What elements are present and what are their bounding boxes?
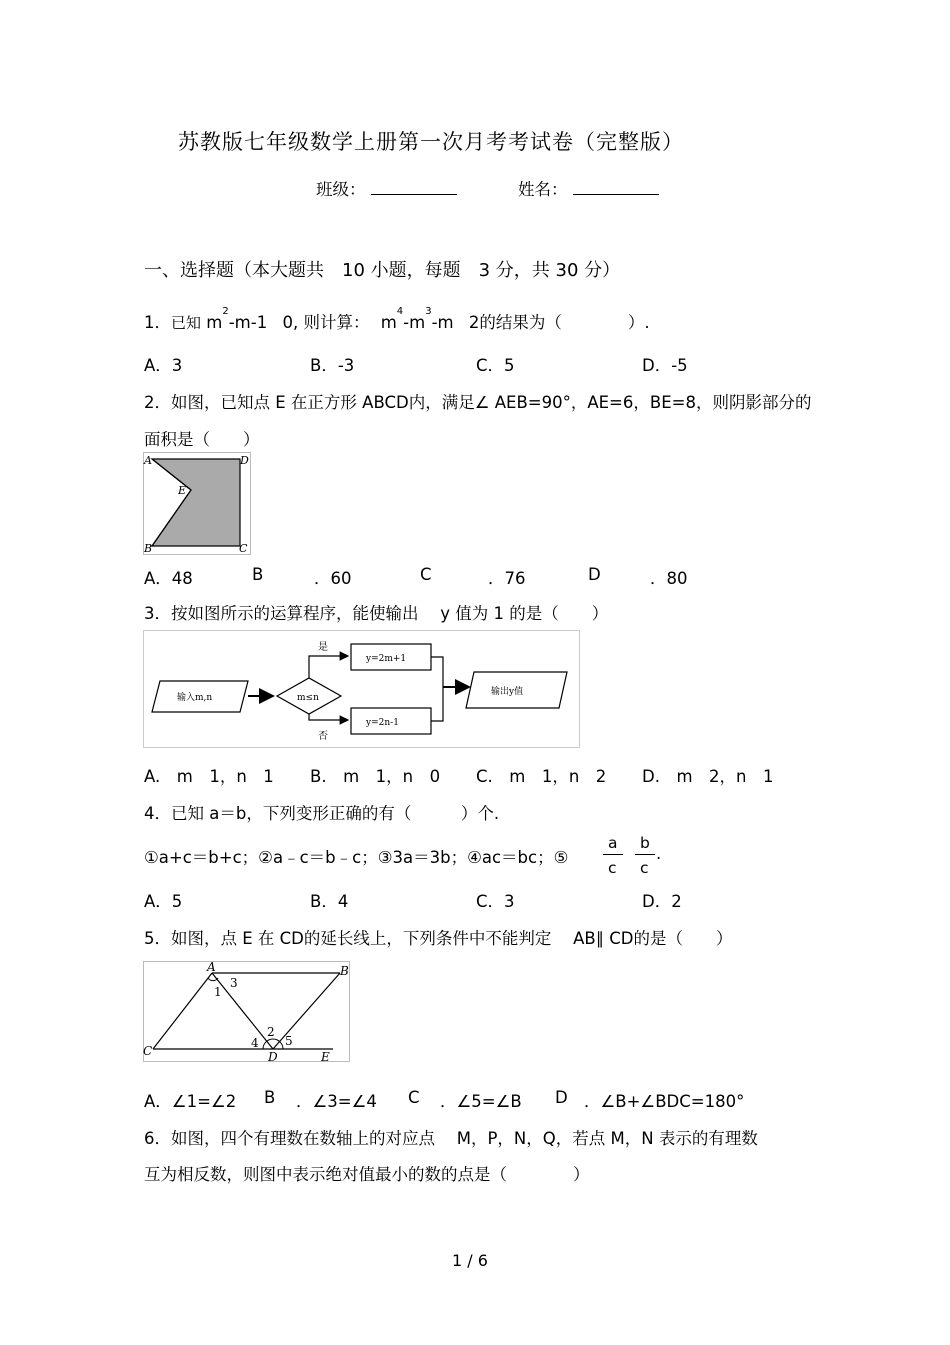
flow-output-text: 输出y值 <box>491 687 524 697</box>
q5-label-e: E <box>321 1050 330 1062</box>
q2-option-c-value: ．76 <box>488 569 526 588</box>
q2-option-b-letter[interactable]: B <box>252 565 264 584</box>
q5-option-b-letter[interactable]: B <box>264 1088 276 1107</box>
class-field <box>316 176 457 200</box>
q1-number: 1． <box>144 313 171 332</box>
q2-option-c-letter[interactable]: C <box>420 565 432 584</box>
q1-var-m2: m <box>380 313 397 332</box>
q3-flowchart <box>143 630 580 748</box>
q1-var-m: m <box>206 313 223 332</box>
q1-exp-3: 3 <box>425 306 432 317</box>
flow-top-text: y=2m+1 <box>366 654 407 664</box>
q2-label-e: E <box>178 484 187 497</box>
q2-label-d: D <box>240 454 249 467</box>
q5-option-d-letter[interactable]: D <box>555 1088 568 1107</box>
q1-option-c[interactable]: C．5 <box>476 356 515 375</box>
name-blank[interactable] <box>573 178 659 195</box>
name-field <box>518 176 659 200</box>
q1-text-5: -m <box>431 313 454 332</box>
q5-label-5: 5 <box>285 1034 293 1048</box>
q5-label-a: A <box>207 961 216 974</box>
flow-yes: 是 <box>318 642 328 653</box>
q4-frac-a-num: a <box>608 834 618 852</box>
q4-frac-b-num: b <box>640 834 650 852</box>
q2-label-b: B <box>144 542 153 555</box>
q5-label-2: 2 <box>267 1025 275 1039</box>
section-heading: 一、选择题（本大题共 10 小题，每题 3 分，共 30 分） <box>144 260 621 281</box>
q5-option-d-value: ．∠B+∠BDC=180° <box>584 1092 745 1111</box>
q1-option-a[interactable]: A．3 <box>144 356 183 375</box>
q4-option-c[interactable]: C．3 <box>476 892 515 911</box>
q5-option-c-value: ．∠5=∠B <box>440 1092 522 1111</box>
q2-label-a: A <box>144 454 152 467</box>
q2-option-a[interactable]: A．48 <box>144 569 193 588</box>
q1-text-2: -m-1 <box>228 313 268 332</box>
q4-frac-a-bar <box>603 854 623 855</box>
q1-option-b[interactable]: B．-3 <box>310 356 355 375</box>
q2-line-2: 面积是（ ） <box>144 430 260 449</box>
q1-option-d[interactable]: D．-5 <box>642 356 688 375</box>
q5-label-c: C <box>143 1044 153 1058</box>
q5-line-1: 5．如图，点 E 在 CD的延长线上，下列条件中不能判定 AB∥ CD的是（ ） <box>144 929 733 948</box>
q2-line-1: 2．如图，已知点 E 在正方形 ABCD内，满足∠ AEB=90°，AE=6，BE=8，则阴影部分的 <box>144 393 812 412</box>
q6-line-2: 互为相反数，则图中表示绝对值最小的数的点是（ ） <box>144 1165 590 1184</box>
q4-option-b[interactable]: B．4 <box>310 892 349 911</box>
q5-option-a[interactable]: A．∠1=∠2 <box>144 1092 237 1111</box>
q2-label-c: C <box>239 542 248 555</box>
q1-text-3: 0, 则计算： <box>282 313 370 332</box>
q1-text-6: 2的结果为（ ）. <box>468 313 650 332</box>
q1-exp-4: 4 <box>396 306 404 317</box>
flow-no: 否 <box>318 731 328 742</box>
page-number: 1 / 6 <box>452 1251 488 1270</box>
class-blank[interactable] <box>371 178 457 195</box>
q3-option-c[interactable]: C. m 1，n 2 <box>476 767 607 786</box>
q2-option-b-value: ．60 <box>314 569 352 588</box>
q4-option-a[interactable]: A．5 <box>144 892 183 911</box>
q4-option-d[interactable]: D．2 <box>642 892 682 911</box>
q4-items: ①a+c＝b+c；②a﹣c＝b﹣c；③3a＝3b；④ac＝bc；⑤ <box>144 848 569 867</box>
q2-option-d-letter[interactable]: D <box>588 565 601 584</box>
question-1 <box>144 306 650 333</box>
q5-parallelogram-figure <box>143 961 350 1062</box>
class-label: 班级： <box>316 180 366 199</box>
flow-bottom-text: y=2n-1 <box>366 718 399 728</box>
q3-option-b[interactable]: B. m 1，n 0 <box>310 767 441 786</box>
q1-exp-2: 2 <box>222 306 229 317</box>
q5-label-d: D <box>268 1050 278 1062</box>
q5-option-b-value: ．∠3=∠4 <box>296 1092 377 1111</box>
q1-text-1: 已知 <box>171 314 202 332</box>
q4-line-1: 4．已知 a＝b，下列变形正确的有（ ）个. <box>144 804 500 823</box>
page-title: 苏教版七年级数学上册第一次月考考试卷（完整版） <box>178 130 684 154</box>
q3-line-1: 3．按如图所示的运算程序，能使输出 y 值为 1 的是（ ） <box>144 604 609 623</box>
q4-frac-a-den: c <box>608 859 617 877</box>
flow-condition-text: m≤n <box>297 693 319 703</box>
q6-line-1: 6．如图，四个有理数在数轴上的对应点 M，P，N，Q，若点 M，N 表示的有理数 <box>144 1129 758 1148</box>
q5-label-b: B <box>340 964 349 978</box>
q1-text-4: -m <box>403 313 426 332</box>
q2-option-d-value: ．80 <box>650 569 688 588</box>
flow-input-text: 输入m,n <box>177 693 213 703</box>
q3-option-a[interactable]: A. m 1，n 1 <box>144 767 274 786</box>
q4-frac-b-bar <box>635 854 655 855</box>
q3-option-d[interactable]: D. m 2，n 1 <box>642 767 774 786</box>
q4-dot: . <box>656 844 662 863</box>
q5-option-c-letter[interactable]: C <box>408 1088 420 1107</box>
name-label: 姓名： <box>518 180 568 199</box>
q5-label-3: 3 <box>230 976 238 990</box>
q4-frac-b-den: c <box>640 859 649 877</box>
q5-label-1: 1 <box>214 985 222 999</box>
q2-square-figure <box>143 452 251 555</box>
q5-label-4: 4 <box>251 1036 259 1050</box>
